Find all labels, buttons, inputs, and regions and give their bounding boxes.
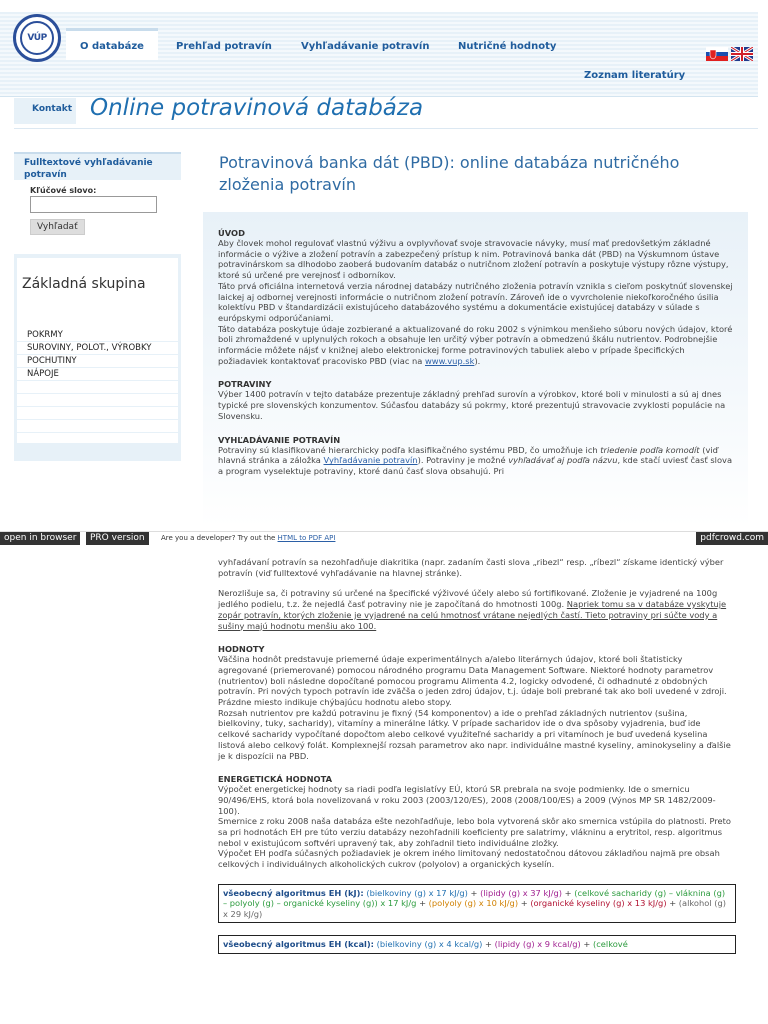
api-link[interactable]: HTML to PDF API: [277, 534, 336, 542]
group-empty-row: [17, 394, 178, 407]
text-span: , kde stačí uviesť časť slova a program vyselektuje potraviny, ktoré danú časť slova obsahujú. Pri: [218, 455, 733, 476]
formula-op: +: [470, 887, 478, 898]
keyword-input[interactable]: [30, 196, 157, 213]
search-button[interactable]: Vyhľadať: [30, 219, 85, 235]
group-item-suroviny[interactable]: SUROVINY, POLOT., VÝROBKY: [17, 342, 178, 355]
vup-link[interactable]: www.vup.sk: [425, 355, 475, 366]
formula-label: všeobecný algoritmus EH (kcal):: [223, 939, 375, 950]
english-flag-icon[interactable]: [731, 47, 753, 61]
group-spacer: [17, 308, 178, 329]
formula-term: (polyoly (g) x 10 kJ/g): [428, 898, 519, 909]
hodnoty-paragraph: Rozsah nutrientov pre každú potravinu je fixný (54 komponentov) a ide o prehľad základných nutrientov (sušina, bielkoviny, tuky, sacharidy), vitamíny a minerálne látky. V prípade sacharidov ide o dva spôsoby vyjadrenia, buď ide celkové sacharidy vypočítané dopočtom alebo celkové využiteľné sacharidy a pri vitamínoch je buď uvedená kyselina listová alebo celkový folát. Komplexnejší rozsah parametrov ako napr. individuálne mastné kyseliny, aminokyseliny a ďalšie je k dispozícii na PBD.: [218, 707, 731, 761]
uvod-paragraph: Aby človek mohol regulovať vlastnú výživu a ovplyvňovať svoje stravovacie návyky, musí mať predovšetkým základné informácie o výžive a zložení potravín a zabezpečený prístup k nim. Potravinová banka dát (PBD) na Výskumnom ústave potravinárskom sa dlhodobo zaoberá budovaním databáz o nutričnom zložení potravín a poskytuje výstupy rôzne výstupy, ktoré sú určené pre verejnosť i odborníkov.: [218, 238, 729, 281]
basic-group-box: [14, 254, 181, 461]
fulltext-search-box: [14, 152, 181, 244]
vyhladavanie-link[interactable]: Vyhľadávanie potravín: [323, 455, 418, 466]
pdfcrowd-brand[interactable]: pdfcrowd.com: [696, 532, 768, 545]
site-title: Online potravinová databáza: [90, 95, 424, 121]
formula-term: (lipidy (g) x 9 kcal/g): [494, 939, 581, 950]
tab-prehlad-potravin[interactable]: Prehľad potravín: [176, 41, 272, 52]
eh-heading: ENERGETICKÁ HODNOTA: [218, 774, 333, 785]
formula-op: +: [583, 939, 591, 950]
hodnoty-paragraph: Väčšina hodnôt predstavuje priemerné údaje experimentálnych a/alebo literárnych údajov, ktoré boli štatisticky agregované (priemerované) pomocou národného programu Data Management Software. Niektoré hodnoty parametrov (nutrientov) boli následne dopočítané pomocou programu Alimenta 4.2, logicky odvodené, či odhadnuté z obdobných potravín. Pri nových typoch potravín ide zväčša o jeden zdroj údajov, t.j. údaje boli prebrané tak ako boli uvedené v zdroji. Prázdne miesto indikuje chýbajúcu hodnotu alebo stopy.: [218, 654, 727, 708]
keyword-label: Kľúčové slovo:: [30, 186, 97, 195]
formula-op: +: [564, 887, 572, 898]
content-panel-continued: [203, 553, 748, 1024]
group-item-pochutiny[interactable]: POCHUTINY: [17, 355, 178, 368]
logo-text: VÚP: [20, 21, 54, 55]
formula-term: (bielkoviny (g) x 17 kJ/g): [366, 887, 468, 898]
text-span: Nerozlišuje sa, či potraviny sú určené na špecifické výživové účely alebo sú fortifikované. Zloženie je vyjadrené na 100g jedlého podielu, t.z. že nejedlá časť potraviny nie je započítaná do hmotnosti 100g.: [218, 588, 718, 610]
slovak-flag-icon[interactable]: [706, 47, 728, 61]
text-italic: vyhľadávať aj podľa názvu: [508, 455, 618, 466]
content-panel: [203, 212, 748, 527]
group-empty-row: [17, 381, 178, 394]
tab-zoznam-literatury[interactable]: Zoznam literatúry: [584, 70, 686, 81]
group-empty-row: [17, 433, 178, 444]
vyhladavanie-paragraph: vyhľadávaní potravín sa nezohľadňuje diakritika (napr. zadaním časti slova „ribezl“ resp. „ríbezl“ získame identický výber potravín (viď fulltextové vyhľadávanie na hlavnej stránke).: [218, 557, 724, 578]
uvod-end: ).: [474, 355, 481, 366]
page-title: Potravinová banka dát (PBD): online databáza nutričného zloženia potravín: [219, 153, 680, 194]
title-divider: [14, 128, 758, 129]
uvod-paragraph: Táto prvá oficiálna internetová verzia národnej databázy nutričného zloženia potravín vznikla s cieľom poskytnúť slovenskej laickej aj odbornej verejnosti informácie o nutričnom zložení potravín. Zároveň ide o vyvrcholenie niekoľkoročného úsilia kolektívu PBD v štandardizácii existujúceho databázového systému a dokumentácie existujúcej databázy v súlade s európskymi odporúčaniami.: [218, 280, 733, 323]
eh-paragraph: Smernice z roku 2008 naša databáza ešte nezohľadňuje, lebo bola vytvorená skôr ako smernica vstúpila do platnosti. Preto sa pri hodnotách EH pre túto verziu databázy nezohľadnili koeficienty pre salatrimy, vlákninu a erytritol, resp. algoritmus nebol v existujúcom softvéri upravený tak, aby zohľadnil tieto individuálne zložky.: [218, 816, 731, 848]
eh-paragraph: Výpočet energetickej hodnoty sa riadi podľa legislatívy EÚ, ktorú SR prebrala na svoje podmienky. Ide o smernicu 90/496/EHS, ktorá bola novelizovaná v roku 2003 (2003/120/ES), 2008 (2008/100/ES) a 2009 (Výnos MP SR 1482/2009-100).: [218, 784, 716, 816]
text-span: ). Potraviny je možné: [417, 455, 506, 466]
tab-nutricne-hodnoty[interactable]: Nutričné hodnoty: [458, 41, 557, 52]
formula-term: (organické kyseliny (g) x 13 kJ/g): [530, 898, 667, 909]
text-span: Potraviny sú klasifikované hierarchicky podľa klasifikačného systému PBD, čo umožňuje ich: [218, 444, 598, 455]
vyhladavanie-paragraph: [218, 445, 733, 477]
formula-kcal: [218, 935, 736, 954]
underlined-note: Napriek tomu sa v databáze vyskytuje zopár potravín, ktorých zloženie je vyjadrené na celú hmotnosť vrátane nejedlých častí. Tieto potraviny pri súčte vody a sušiny majú hodnotu menšiu ako 100.: [218, 599, 727, 631]
logo[interactable]: [13, 14, 61, 62]
vyhladavanie-paragraph: [218, 588, 733, 631]
open-in-browser-button[interactable]: open in browser: [0, 532, 80, 545]
formula-op: +: [419, 898, 427, 909]
formula-op: +: [669, 898, 677, 909]
formula-term: (celkové: [593, 939, 628, 950]
formula-term: (alkohol (g) x 29 kJ/g): [223, 898, 727, 919]
group-empty-row: [17, 420, 178, 433]
formula-term: (celkové sacharidy (g) – vláknina (g) – polyoly (g) – organické kyseliny (g)) x 17 kJ/g: [223, 887, 726, 909]
text-italic: triedenie podľa komodít: [600, 444, 700, 455]
contact-link[interactable]: Kontakt: [14, 98, 76, 124]
uvod-paragraph: [218, 324, 733, 367]
formula-term: (bielkoviny (g) x 4 kcal/g): [376, 939, 483, 950]
group-empty-row: [17, 407, 178, 420]
developer-text: [161, 534, 335, 542]
group-item-pokrmy[interactable]: POKRMY: [17, 329, 178, 342]
formula-op: +: [520, 898, 528, 909]
pro-version-button[interactable]: PRO version: [86, 532, 149, 545]
potraviny-paragraph: Výber 1400 potravín v tejto databáze prezentuje základný prehľad surovín a výrobkov, ktoré boli v minulosti a sú aj dnes typické pre slovenských konzumentov. Súčasťou databázy sú pokrmy, ktoré prezentujú stravovacie zvyklosti populácie na Slovensku.: [218, 389, 726, 421]
formula-op: +: [485, 939, 492, 950]
uvod-heading: ÚVOD: [218, 228, 245, 238]
group-item-napoje[interactable]: NÁPOJE: [17, 368, 178, 381]
search-heading: Fulltextové vyhľadávanie potravín: [14, 152, 181, 180]
eh-paragraph: Výpočet EH podľa súčasných požiadaviek je okrem iného limitovaný nedostatočnou dátovou základňou najmä pre obsah celkových i individuálnych alkoholických cukrov (polyolov) a organických kyselín.: [218, 848, 720, 870]
pdfcrowd-bar: [0, 531, 768, 545]
potraviny-heading: POTRAVINY: [218, 379, 272, 390]
formula-term: (lipidy (g) x 37 kJ/g): [480, 887, 563, 898]
hodnoty-heading: HODNOTY: [218, 644, 265, 655]
tab-vyhladavanie-potravin[interactable]: Vyhľadávanie potravín: [301, 41, 430, 52]
vyhladavanie-heading: VYHĽADÁVANIE POTRAVÍN: [218, 434, 341, 445]
uvod-text: Táto databáza poskytuje údaje zozbierané a aktualizované do roku 2002 s výnimkou menšieho súboru nových údajov, ktoré boli zhromaždené v uplynulých rokoch a obsahuje len určitý výber potravín a obmedzenú škálu nutrientov. Podrobnejšie informácie môžete nájsť v knižnej alebo elektronickej forme potravinových tabuliek alebo v prípade špecifických požiadaviek kontaktovať pracovisko PBD (viac na: [218, 323, 733, 366]
tab-o-databaze[interactable]: O databáze: [66, 28, 158, 60]
formula-kj: [218, 884, 736, 924]
group-heading: Základná skupina: [17, 258, 178, 308]
top-stripe: [0, 0, 768, 12]
text-span: (viď hlavná stránka a záložka: [218, 444, 718, 466]
developer-label: Are you a developer? Try out the: [161, 534, 276, 542]
formula-label: všeobecný algoritmus EH (kJ):: [223, 887, 364, 898]
